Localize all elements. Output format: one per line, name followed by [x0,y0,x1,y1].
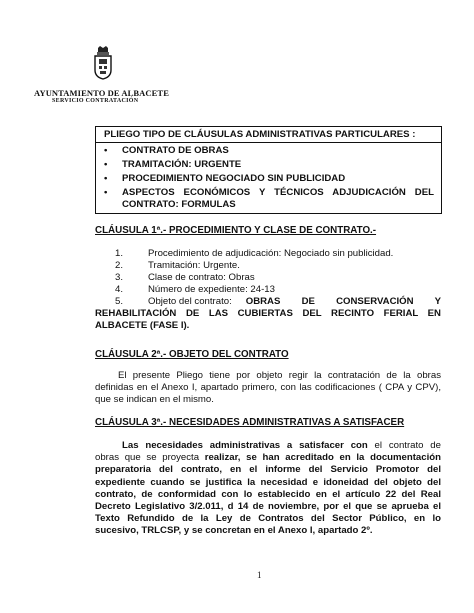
bullet-icon: • [104,173,108,184]
page-number: 1 [257,570,262,580]
coat-of-arms-logo [92,46,114,80]
list-number: 4. [115,284,124,295]
list-item: Número de expediente: 24-13 [148,284,275,295]
bullet-icon: • [104,187,108,198]
bullet-icon: • [104,159,108,170]
summary-box-title: PLIEGO TIPO DE CLÁUSULAS ADMINISTRATIVAS PARTICULARES : [104,129,416,140]
organization-name: AYUNTAMIENTO DE ALBACETE [34,88,169,98]
clausula-2-heading: CLÁUSULA 2ª.- OBJETO DEL CONTRATO [95,349,289,360]
list-item: Tramitación: Urgente. [148,260,240,271]
summary-box [95,126,442,214]
summary-item: • CONTRATO DE OBRAS [104,145,229,156]
list-number: 2. [115,260,124,271]
list-number: 1. [115,248,124,259]
list-number: 5. [115,296,124,307]
list-item: Clase de contrato: Obras [148,272,255,283]
service-name: SERVICIO CONTRATACIÓN [52,98,139,104]
summary-item: • PROCEDIMIENTO NEGOCIADO SIN PUBLICIDAD [104,173,346,184]
summary-box-divider [96,142,441,143]
list-item: Procedimiento de adjudicación: Negociado sin publicidad. [148,248,394,259]
summary-item: • ASPECTOS ECONÓMICOS Y TÉCNICOS ADJUDICACIÓN DEL [104,187,434,198]
objeto-line-3: ALBACETE (FASE I). [95,320,190,331]
bullet-icon: • [104,145,108,156]
clausula-2-paragraph: El presente Pliego tiene por objeto regir la contratación de la obras definidas en el Anexo I, apartado primero, con las codificaciones ( CPA y CPV), que se indican en el mismo. [95,370,441,406]
clausula-3-heading: CLÁUSULA 3ª.- NECESIDADES ADMINISTRATIVAS A SATISFACER [95,417,405,428]
list-item-objeto: Objeto del contrato: OBRAS DE CONSERVACIÓN Y [148,296,441,307]
clausula-1-heading: CLÁUSULA 1ª.- PROCEDIMIENTO Y CLASE DE CONTRATO.- [95,225,377,236]
list-number: 3. [115,272,124,283]
summary-item-continuation: CONTRATO: FORMULAS [122,199,236,210]
objeto-line-2: REHABILITACIÓN DE LAS CUBIERTAS DEL RECINTO FERIAL EN [95,308,441,319]
summary-item: • TRAMITACIÓN: URGENTE [104,159,242,170]
clausula-3-paragraph: Las necesidades administrativas a satisfacer con el contrato de obras que se proyecta realizar, se han acreditado en la documentación preparatoria del contrato, en el informe del Servicio Promotor del expediente cuando se justifica la necesidad e idoneidad del objeto del contrato, de conformidad con lo establecido en el artículo 22 del Real Decreto Legislativo 3/2.011, d 14 de noviembre, por el que se aprueba el Texto Refundido de la Ley de Contratos del Sector Público, en lo sucesivo, TRLCSP, y se concretan en el Anexo I, apartado 2º. [95,440,441,537]
